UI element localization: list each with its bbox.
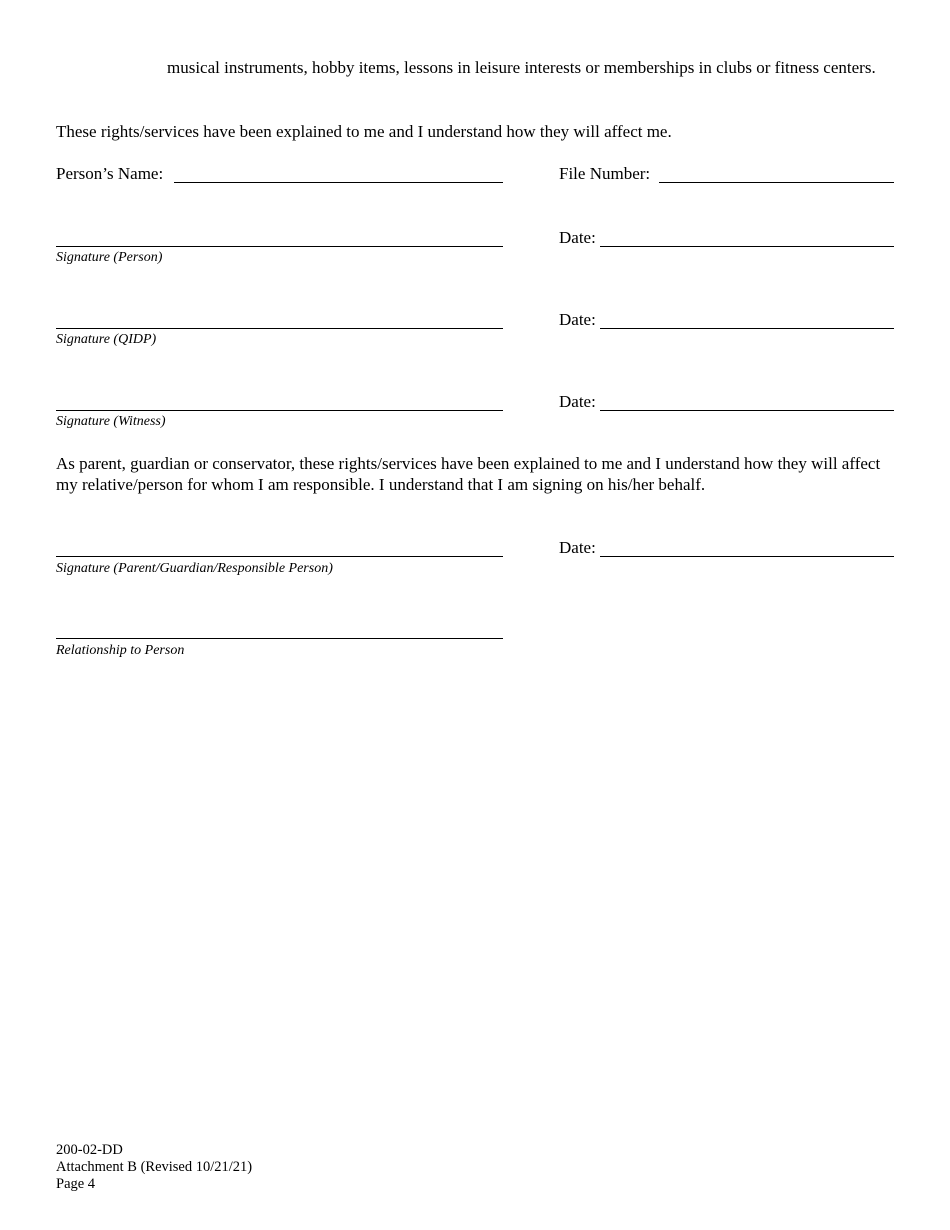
- guardian-statement: As parent, guardian or conservator, these rights/services have been explained to me and I understand how they will affect my relative/person for whom I am responsible. I understand that I am signing on his/her behalf.: [56, 454, 881, 494]
- signature-qidp-label: Signature (QIDP): [56, 332, 157, 347]
- date-field-witness[interactable]: [600, 410, 894, 411]
- signature-qidp-line[interactable]: [56, 328, 503, 329]
- signature-guardian-line[interactable]: [56, 556, 503, 557]
- footer-attachment: Attachment B (Revised 10/21/21): [56, 1159, 253, 1175]
- persons-name-field[interactable]: [174, 182, 503, 183]
- relationship-line[interactable]: [56, 638, 503, 639]
- acknowledgement-statement: These rights/services have been explained to me and I understand how they will affect me.: [56, 122, 672, 141]
- date-field-qidp[interactable]: [600, 328, 894, 329]
- date-label-person: Date:: [559, 228, 596, 247]
- list-item-continuation: musical instruments, hobby items, lessons in leisure interests or memberships in clubs or fitness centers.: [167, 58, 876, 77]
- date-label-guardian: Date:: [559, 538, 596, 557]
- date-field-person[interactable]: [600, 246, 894, 247]
- footer: [56, 1142, 252, 1193]
- signature-person-label: Signature (Person): [56, 250, 163, 265]
- signature-guardian-label: Signature (Parent/Guardian/Responsible Person): [56, 561, 333, 576]
- date-label-witness: Date:: [559, 392, 596, 411]
- file-number-field[interactable]: [659, 182, 894, 183]
- date-label-qidp: Date:: [559, 310, 596, 329]
- date-field-guardian[interactable]: [600, 556, 894, 557]
- file-number-label: File Number:: [559, 164, 651, 183]
- signature-witness-line[interactable]: [56, 410, 503, 411]
- relationship-label: Relationship to Person: [56, 643, 185, 658]
- footer-page-number: Page 4: [56, 1176, 96, 1192]
- signature-person-line[interactable]: [56, 246, 503, 247]
- persons-name-label: Person’s Name:: [56, 164, 164, 183]
- footer-form-number: 200-02-DD: [56, 1142, 123, 1158]
- signature-witness-label: Signature (Witness): [56, 414, 166, 429]
